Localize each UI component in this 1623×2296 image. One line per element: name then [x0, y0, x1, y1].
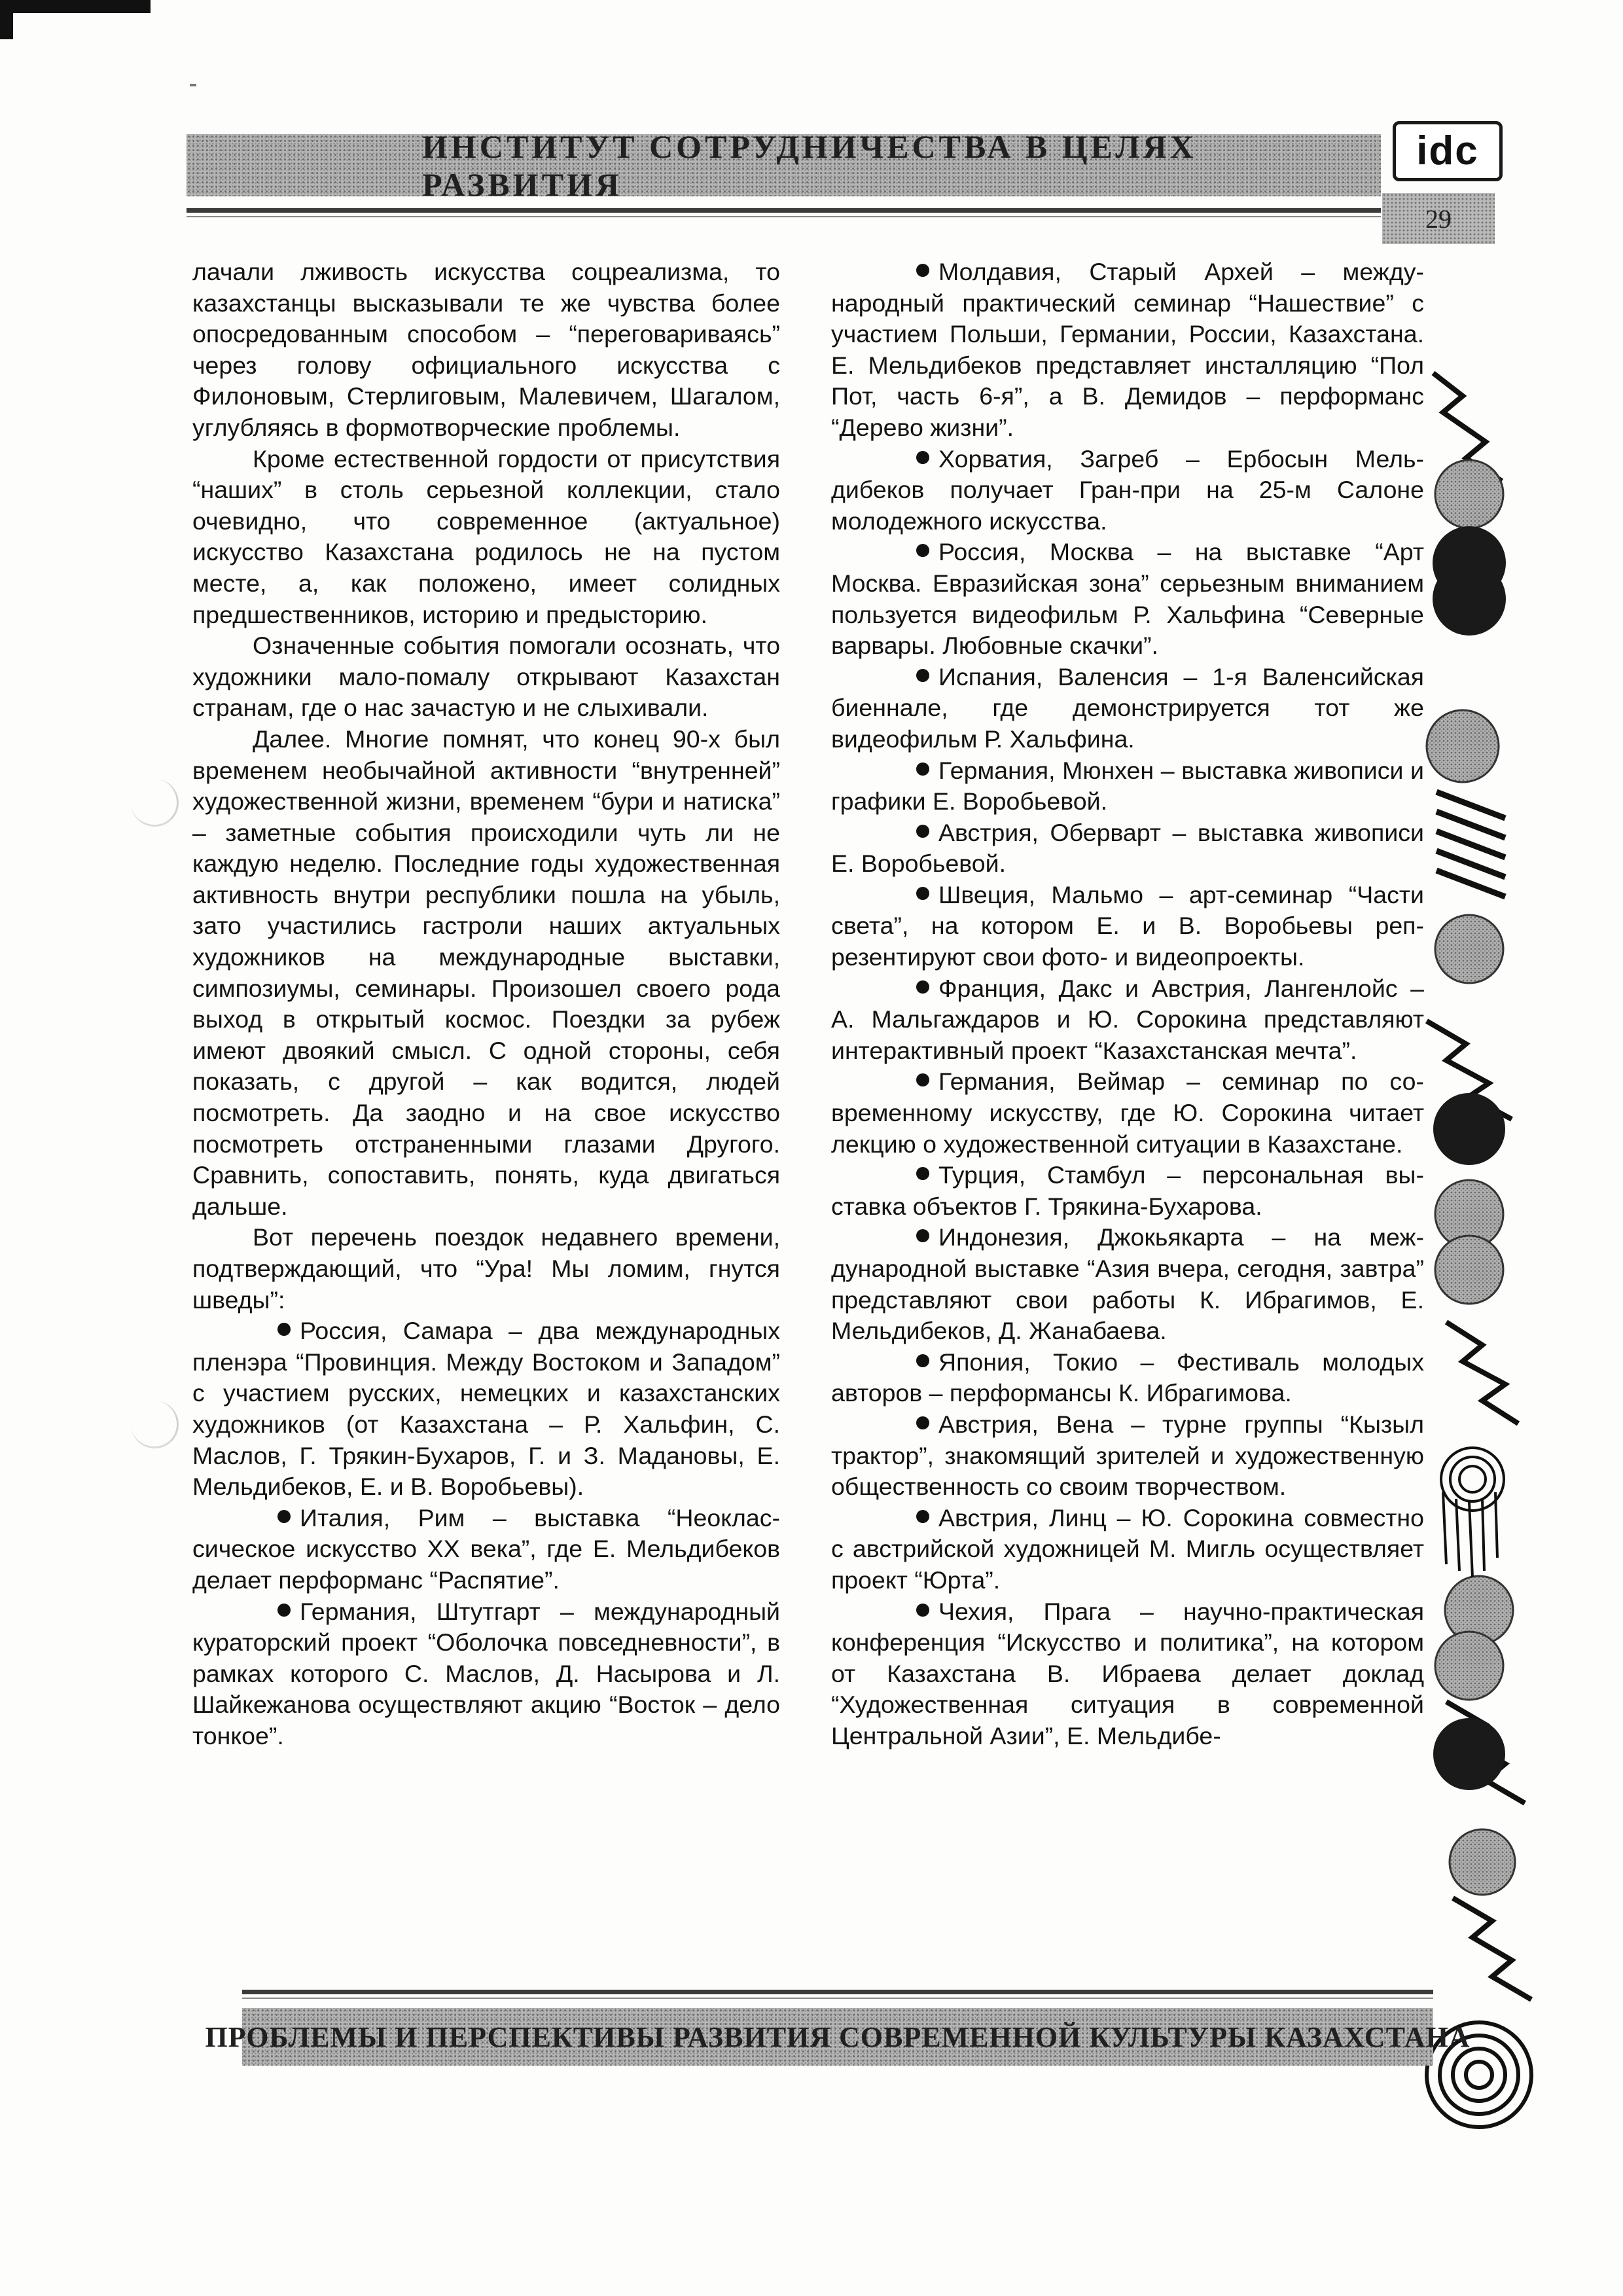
list-item — [192, 1596, 780, 1752]
bullet-icon — [916, 544, 929, 557]
bullet-icon — [916, 825, 929, 838]
scan-speck — [190, 84, 196, 86]
bullet-icon — [916, 264, 929, 277]
list-item-text: Швеция, Мальмо – арт-семинар “Части света”, на котором Е. и В. Воробьевы репрезентируют свои фото- и видеопроекты. — [831, 880, 1424, 971]
list-item-text: Япония, Токио – Фестиваль молодых авторов – перформансы К. Ибрагимова. — [831, 1348, 1424, 1407]
bullet-icon — [916, 669, 929, 682]
header-title: ИНСТИТУТ СОТРУДНИЧЕСТВА В ЦЕЛЯХ РАЗВИТИЯ — [422, 128, 1197, 203]
list-item — [831, 444, 1424, 537]
scribble-icon — [1441, 1448, 1504, 1577]
list-item-text: Чехия, Прага – научно-практическая конференция “Искусство и политика”, на котором от Казахстана В. Ибраева делает доклад “Художественная ситуация в современной Центральной Азии”, Е. Мельдибе- — [831, 1597, 1424, 1749]
page-number: 29 — [1425, 204, 1452, 234]
list-item — [831, 817, 1424, 880]
list-item — [831, 755, 1424, 817]
footer-title: ПРОБЛЕМЫ И ПЕРСПЕКТИВЫ РАЗВИТИЯ СОВРЕМЕННОЙ КУЛЬТУРЫ КАЗАХСТАНА — [205, 2020, 1471, 2053]
list-item — [831, 537, 1424, 661]
bullet-icon — [916, 451, 929, 464]
list-item-text: Франция, Дакс и Австрия, Лангенлойс – А. Мальгаждаров и Ю. Сорокина представляют интерактивный проект “Казахстанская мечта”. — [831, 974, 1424, 1064]
list-item — [831, 1596, 1424, 1752]
right-column — [831, 257, 1424, 1752]
footer-rule — [242, 1990, 1433, 1994]
list-item — [192, 1503, 780, 1596]
scan-corner-mark — [0, 0, 151, 13]
list-item — [192, 1316, 780, 1503]
footer-band — [205, 2008, 1471, 2066]
header-rule — [187, 208, 1381, 213]
list-item-text: Австрия, Линц – Ю. Сорокина совместно с австрийской художницей М. Мигль осуществляет проект “Юрта”. — [831, 1503, 1424, 1594]
dotted-circle-icon — [1427, 460, 1515, 1895]
bullet-icon — [916, 1073, 929, 1086]
punch-hole — [131, 779, 179, 827]
left-column — [192, 257, 780, 1752]
list-item-text: Турция, Стамбул – персональная выставка объектов Г. Трякина-Бухарова. — [831, 1161, 1424, 1220]
bullet-icon — [916, 1510, 929, 1523]
list-item — [831, 1160, 1424, 1222]
paragraph: лачали лживость искусства соцреализма, то казахстанцы высказывали те же чувства более опосредованным способом – “переговариваясь” через голову официального искусства с Филоновым, Стерлиговым, Малевичем, Шагалом, углубляясь в формотворческие проблемы. — [192, 258, 780, 441]
header-band — [187, 128, 1381, 203]
list-item-text: Германия, Штутгарт – международный кураторский проект “Оболочка повседневности”, в рамках которого С. Маслов, Д. Насырова и Л. Шайкежанова осуществляют акцию “Восток – дело тонкое”. — [192, 1597, 780, 1749]
header-rule-thin — [187, 216, 1381, 217]
bullet-icon — [277, 1604, 291, 1617]
list-item — [831, 662, 1424, 755]
bullet-icon — [916, 1416, 929, 1429]
punch-hole — [131, 1401, 179, 1448]
striped-shape-icon — [1436, 792, 1505, 897]
list-item-text: Россия, Москва – на выставке “Арт Москва. Евразийская зона” серьезным вниманием пользуется видеофильм Р. Хальфина “Северные варвары. Любовные скачки”. — [831, 538, 1424, 660]
bullet-icon — [277, 1510, 291, 1523]
list-item-text: Индонезия, Джокьякарта – на международной выставке “Азия вчера, сегодня, завтра” представляют свои работы К. Ибрагимов, Е. Мельдибеков, Д. Жанабаева. — [831, 1223, 1424, 1345]
bullet-icon — [916, 1229, 929, 1242]
logo-text: idc — [1416, 128, 1479, 173]
list-item — [831, 1503, 1424, 1596]
list-item-text: Германия, Мюнхен – выставка живописи и графики Е. Воробьевой. — [831, 756, 1424, 816]
bullet-icon — [916, 980, 929, 994]
list-item-text: Испания, Валенсия – 1-я Валенсийская биеннале, где демонстрируется тот же видеофильм Р. Хальфина. — [831, 662, 1424, 753]
paragraph: Далее. Многие помнят, что конец 90-х был временем необычайной активности “внутренней” художественной жизни, временем “бури и натиска” – заметные события происходили чуть ли не каждую неделю. Последние годы художественная активность внутри республики пошла на убыль, зато участились гастроли наших актуальных художников на международные выставки, симпозиумы, семинары. Произошел своего рода выход в открытый космос. Поездки за рубеж имеют двоякий смысл. С одной стороны, себя показать, с другой – как водится, людей посмотреть. Да заодно и на свое искусство посмотреть отстраненными глазами Другого. Сравнить, сопоставить, понять, куда двигаться дальше. — [192, 725, 780, 1220]
list-item — [831, 880, 1424, 973]
paragraph: Кроме естественной гордости от присутствия “наших” в столь серьезной коллекции, стало очевидно, что современное (актуальное) искусство Казахстана родилось не на пустом месте, а, как положено, имеет солидных предшественников, историю и предысторию. — [192, 444, 780, 628]
list-item — [831, 257, 1424, 444]
bullet-icon — [916, 1167, 929, 1180]
scan-corner-mark — [0, 0, 13, 39]
idc-logo — [1393, 121, 1503, 181]
list-item-text: Германия, Веймар – семинар по современному искусству, где Ю. Сорокина читает лекцию о художественной ситуации в Казахстане. — [831, 1067, 1424, 1158]
bullet-icon — [916, 887, 929, 900]
bullet-icon — [916, 762, 929, 776]
list-item-text: Молдавия, Старый Архей – международный практический семинар “Нашествие” с участием Польши, Германии, России, Казахстана. Е. Мельдибеков представляет инсталляцию “Пол Пот, часть 6-я”, а В. Демидов – перформанс “Дерево жизни”. — [831, 258, 1424, 441]
bullet-icon — [916, 1354, 929, 1367]
decorative-ornament — [1407, 367, 1623, 2147]
list-item — [831, 1347, 1424, 1409]
list-item — [831, 973, 1424, 1067]
bullet-icon — [277, 1323, 291, 1336]
paragraph: Означенные события помогали осознать, что художники мало-помалу открывают Казахстан странам, где о нас зачастую и не слыхивали. — [192, 632, 780, 722]
footer-rule-thin — [242, 1998, 1433, 1999]
list-item-text: Хорватия, Загреб – Ербосын Мельдибеков получает Гран-при на 25-м Салоне молодежного искусства. — [831, 444, 1424, 535]
list-item-text: Россия, Самара – два международных пленэра “Провинция. Между Востоком и Западом” с участием русских, немецких и казахстанских художников (от Казахстана – Р. Хальфин, С. Маслов, Г. Трякин-Бухаров, Г. и З. Мадановы, Е. Мельдибеков, Е. и В. Воробьевы). — [192, 1317, 780, 1501]
list-item-text: Австрия, Вена – турне группы “Кызыл трактор”, знакомящий зрителей и художественную общественность со своим творчеством. — [831, 1410, 1424, 1501]
page-number-box — [1382, 193, 1495, 244]
list-item — [831, 1066, 1424, 1160]
bullet-icon — [916, 1604, 929, 1617]
list-item — [831, 1409, 1424, 1503]
list-item-text: Австрия, Оберварт – выставка живописи Е. Воробьевой. — [831, 818, 1424, 878]
list-item — [831, 1222, 1424, 1346]
list-item-text: Италия, Рим – выставка “Неоклассическое искусство XX века”, где Е. Мельдибеков делает перформанс “Распятие”. — [192, 1503, 780, 1594]
paragraph: Вот перечень поездок недавнего времени, подтверждающий, что “Ура! Мы ломим, гнутся шведы”: — [192, 1223, 780, 1314]
